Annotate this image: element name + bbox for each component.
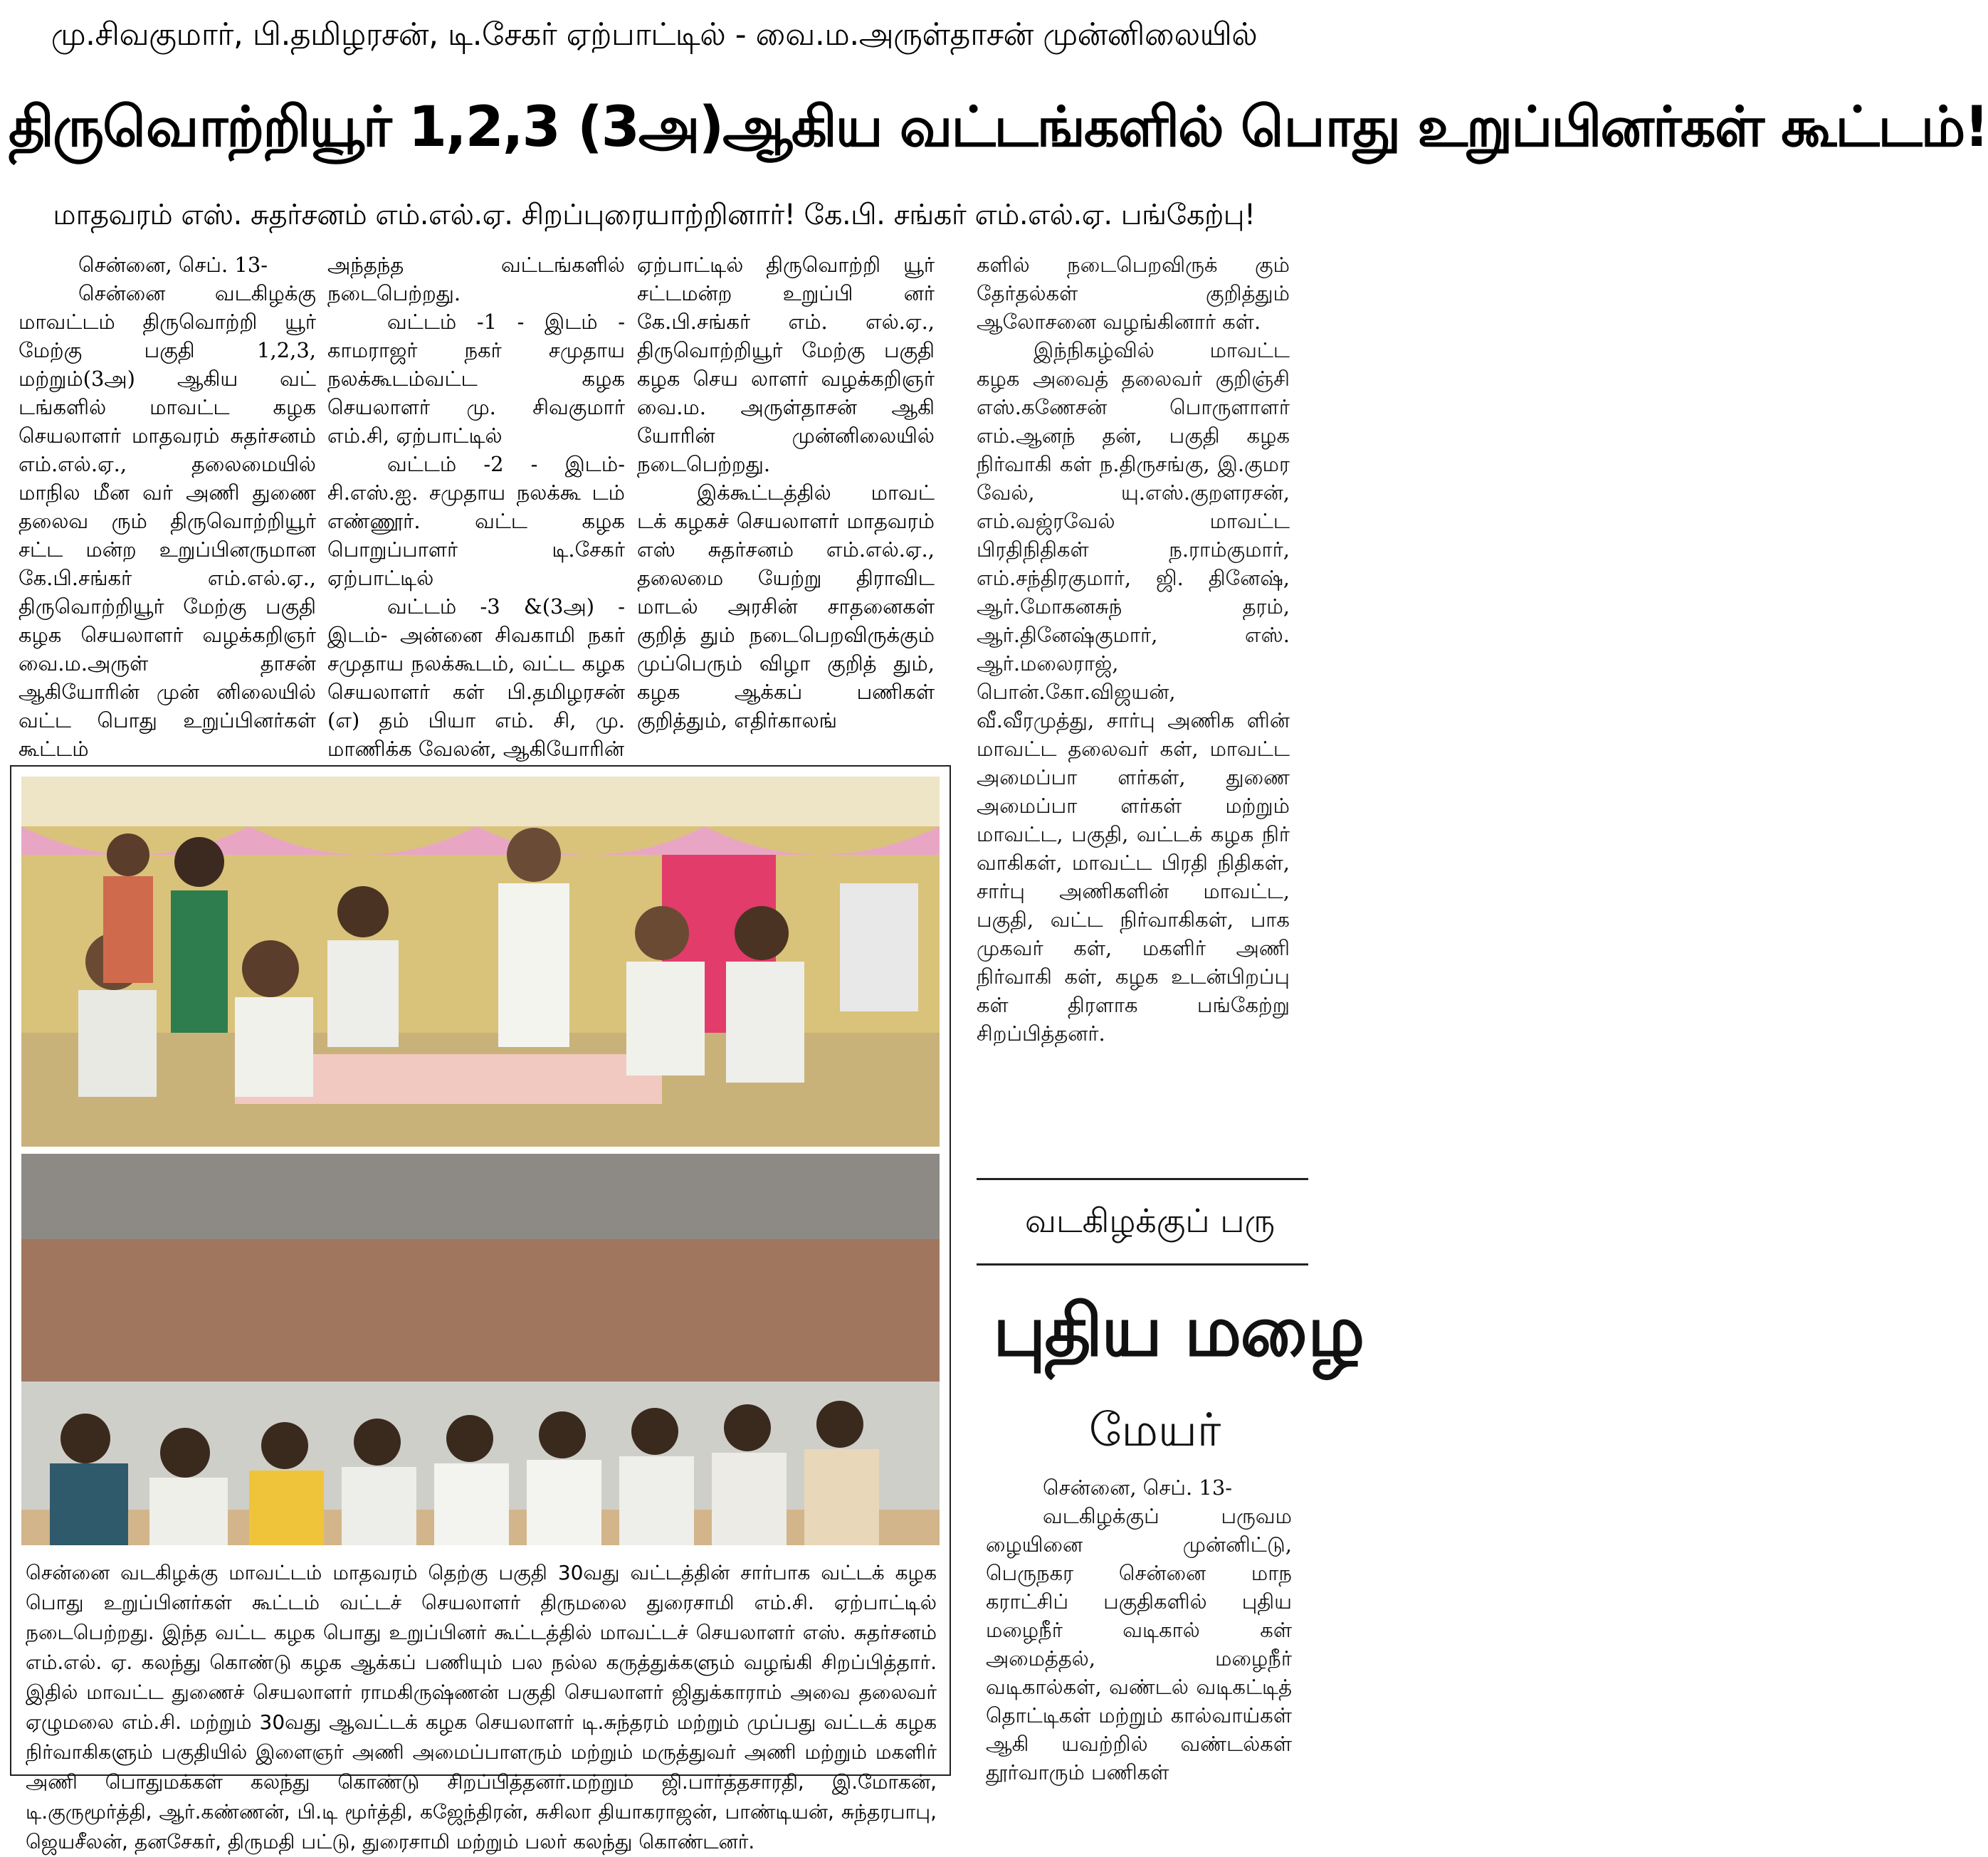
paragraph: களில் நடைபெறவிருக் கும் தேர்தல்கள் குறித்தும் ஆலோசனை வழங்கினார் கள். bbox=[977, 253, 1290, 334]
paragraph: ஏற்பாட்டில் திருவொற்றி யூர் சட்டமன்ற உறுப்பி னர் கே.பி.சங்கர் எம். எல்.ஏ., திருவொற்றியூர் மேற்கு பகுதி கழக செய லாளர் வழக்கறிஞர் வை.ம. அருள்தாசன் ஆகி யோரின் முன்னிலையில் நடைபெற்றது. bbox=[637, 253, 935, 476]
article-column-3 bbox=[637, 251, 935, 756]
article-column-2 bbox=[327, 251, 625, 761]
article-column-1 bbox=[19, 251, 316, 761]
article-subhead: மாதவரம் எஸ். சுதர்சனம் எம்.எல்.ஏ. சிறப்புரையாற்றினார்! கே.பி. சங்கர் எம்.எல்.ஏ. பங்கேற்பு! bbox=[53, 199, 1256, 231]
audience-photo-image bbox=[21, 1154, 940, 1545]
paragraph: இந்நிகழ்வில் மாவட்ட கழக அவைத் தலைவர் குறிஞ்சி எஸ்.கணேசன் பொருளாளர் எம்.ஆனந் தன், பகுதி கழக நிர்வாகி கள் ந.திருசங்கு, இ.குமர வேல், யு.எஸ்.குறளரசன், எம்.வஜ்ரவேல் மாவட்ட பிரதிநிதிகள் ந.ராம்குமார், எம்.சந்திரகுமார், ஜி. தினேஷ், ஆர்.மோகனசுந் தரம், ஆர்.தினேஷ்குமார், எஸ். ஆர்.மலைராஜ், பொன்.கோ.விஜயன், வீ.வீரமுத்து, சார்பு அணிக ளின் மாவட்ட தலைவர் கள், மாவட்ட அமைப்பா ளர்கள், துணை அமைப்பா ளர்கள் மற்றும் மாவட்ட, பகுதி, வட்டக் கழக நிர் வாகிகள், மாவட்ட பிரதி நிதிகள், சார்பு அணிகளின் மாவட்ட, பகுதி, வட்ட நிர்வாகிகள், பாக முகவர் கள், மகளிர் அணி நிர்வாகி கள், கழக உடன்பிறப்பு கள் திரளாக பங்கேற்று சிறப்பித்தனர். bbox=[977, 338, 1290, 1046]
paragraph: அந்தந்த வட்டங்களில் நடைபெற்றது. bbox=[327, 253, 625, 305]
article-column-4 bbox=[977, 251, 1290, 1172]
next-article-headline: புதிய மழை bbox=[993, 1289, 1364, 1372]
section-divider bbox=[977, 1263, 1308, 1266]
next-article-kicker: வடகிழக்குப் பரு bbox=[1025, 1201, 1276, 1240]
paragraph: வடகிழக்குப் பருவம ழையினை முன்னிட்டு, பெருநகர சென்னை மாந கராட்சிப் பகுதிகளில் புதிய மழைநீர் வடிகால் கள் அமைத்தல், மழைநீர் வடிகால்கள், வண்டல் வடிகட்டித் தொட்டிகள் மற்றும் கால்வாய்கள் ஆகி யவற்றில் வண்டல்கள் தூர்வாரும் பணிகள் bbox=[986, 1504, 1292, 1784]
dateline: சென்னை, செப். 13- bbox=[1043, 1475, 1233, 1500]
paragraph: சென்னை வடகிழக்கு மாவட்டம் திருவொற்றி யூர் மேற்கு பகுதி 1,2,3, மற்றும்(3அ) ஆகிய வட் டங்களில் மாவட்ட கழக செயலாளர் மாதவரம் சுதர்சனம் எம்.எல்.ஏ., தலைமையில் மாநில மீன வர் அணி துணை தலைவ ரும் திருவொற்றியூர் சட்ட மன்ற உறுப்பினருமான கே.பி.சங்கர் எம்.எல்.ஏ., திருவொற்றியூர் மேற்கு பகுதி கழக செயலாளர் வழக்கறிஞர் வை.ம.அருள் தாசன் ஆகியோரின் முன் னிலையில் வட்ட பொது உறுப்பினர்கள் கூட்டம் bbox=[19, 281, 316, 761]
photo-caption: சென்னை வடகிழக்கு மாவட்டம் மாதவரம் தெற்கு பகுதி 30வது வட்டத்தின் சார்பாக வட்டக் கழக பொது உறுப்பினர்கள் கூட்டம் வட்டச் செயலாளர் திருமலை துரைசாமி எம்.சி. ஏற்பாட்டில் நடைபெற்றது. இந்த வட்ட கழக பொது உறுப்பினர் கூட்டத்தில் மாவட்டச் செயலாளர் எஸ். சுதர்சனம் எம்.எல். ஏ. கலந்து கொண்டு கழக ஆக்கப் பணியும் பல நல்ல கருத்துக்களும் வழங்கி சிறப்பித்தார். இதில் மாவட்ட துணைச் செயலாளர் ராமகிருஷ்ணன் பகுதி செயலாளர் ஜிதுக்காராம் அவை தலைவர் ஏழுமலை எம்.சி. மற்றும் 30வது ஆவட்டக் கழக செயலாளர் டி.சுந்தரம் மற்றும் முப்பது வட்டக் கழக நிர்வாகிகளும் பகுதியில் இளைஞர் அணி அமைப்பாளரும் மற்றும் மருத்துவர் அணி மற்றும் மகளிர் அணி பொதுமக்கள் கலந்து கொண்டு சிறப்பித்தனர்.மற்றும் ஜி.பார்த்தசாரதி, இ.மோகன், டி.குருமூர்த்தி, ஆர்.கண்ணன், பி.டி மூர்த்தி, கஜேந்திரன், சுசிலா தியாகராஜன், பாண்டியன், சுந்தரபாபு, ஜெயசீலன், தனசேகர், திருமதி பட்டு, துரைசாமி மற்றும் பலர் கலந்து கொண்டனர். bbox=[26, 1561, 937, 1853]
audience-photo bbox=[21, 1154, 940, 1545]
stage-photo bbox=[21, 777, 940, 1147]
paragraph: இக்கூட்டத்தில் மாவட் டக் கழகச் செயலாளர் மாதவரம் எஸ் சுதர்சனம் எம்.எல்.ஏ., தலைமை யேற்று திராவிட மாடல் அரசின் சாதனைகள் குறித் தும் நடைபெறவிருக்கும் முப்பெரும் விழா குறித் தும், கழக ஆக்கப் பணிகள் குறித்தும், எதிர்காலங் bbox=[637, 480, 935, 732]
next-article-body bbox=[986, 1473, 1292, 1787]
section-divider bbox=[977, 1178, 1308, 1180]
photo-frame bbox=[10, 765, 951, 1853]
stage-photo-image bbox=[21, 777, 940, 1147]
paragraph: வட்டம் -3 &(3அ) - இடம்- அன்னை சிவகாமி நகர் சமுதாய நலக்கூடம், வட்ட கழக செயலாளர் கள் பி.தமிழரசன் (எ) தம் பியா எம். சி, மு. மாணிக்க வேலன், ஆகியோரின் bbox=[327, 594, 625, 761]
article-headline: திருவொற்றியூர் 1,2,3 (3அ)ஆகிய வட்டங்களில் பொது உறுப்பினர்கள் கூட்டம்! bbox=[9, 95, 1988, 159]
paragraph: வட்டம் -2 - இடம்- சி.எஸ்.ஐ. சமுதாய நலக்கூ டம் எண்ணூர். வட்ட கழக பொறுப்பாளர் டி.சேகர் ஏற்பாட்டில் bbox=[327, 452, 625, 590]
article-kicker: மு.சிவகுமார், பி.தமிழரசன், டி.சேகர் ஏற்பாட்டில் - வை.ம.அருள்தாசன் முன்னிலையில் bbox=[51, 16, 1258, 53]
dateline: சென்னை, செப். 13- bbox=[78, 253, 268, 277]
next-article-subhead: மேயர் bbox=[1089, 1404, 1221, 1457]
paragraph: வட்டம் -1 - இடம் - காமராஜர் நகர் சமுதாய நலக்கூடம்வட்ட கழக செயலாளர் மு. சிவகுமார் எம்.சி, ஏற்பாட்டில் bbox=[327, 310, 625, 448]
